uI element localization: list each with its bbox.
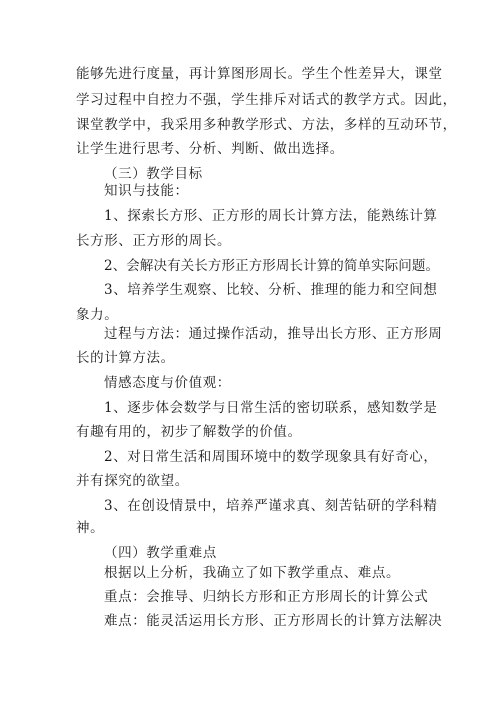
- list-item-continuation: 象力。: [76, 307, 119, 323]
- paragraph-line: 让学生进行思考、分析、判断、做出选择。: [76, 141, 344, 157]
- paragraph-line: 难点：能灵活运用长方形、正方形周长的计算方法解决: [104, 613, 443, 629]
- paragraph-line: 过程与方法：通过操作活动，推导出长方形、正方形周: [104, 326, 443, 342]
- subheading: 情感态度与价值观：: [104, 375, 231, 391]
- paragraph-line: 根据以上分析，我确立了如下教学重点、难点。: [104, 565, 401, 581]
- paragraph-line: 长的计算方法。: [76, 350, 175, 366]
- list-item-continuation: 有趣有用的，初步了解数学的价值。: [76, 424, 302, 440]
- list-item: 1、探索长方形、正方形的周长计算方法，能熟练计算: [104, 208, 438, 224]
- list-item: 3、培养学生观察、比较、分析、推理的能力和空间想: [104, 282, 438, 298]
- list-item-continuation: 神。: [76, 520, 105, 536]
- list-item-continuation: 长方形、正方形的周长。: [76, 233, 232, 249]
- paragraph-line: 课堂教学中，我采用多种教学形式、方法，多样的互动环节，: [76, 117, 457, 133]
- paragraph-line: 能够先进行度量，再计算图形周长。学生个性差异大，课堂: [76, 66, 443, 82]
- section-heading: （三）教学目标: [104, 166, 203, 182]
- list-item-continuation: 并有探究的欲望。: [76, 473, 189, 489]
- list-item: 1、逐步体会数学与日常生活的密切联系，感知数学是: [104, 400, 438, 416]
- list-item: 2、对日常生活和周围环境中的数学现象具有好奇心，: [104, 449, 438, 465]
- section-heading: （四）教学重难点: [104, 545, 217, 561]
- list-item: 2、会解决有关长方形正方形周长计算的简单实际问题。: [104, 258, 440, 274]
- subheading: 知识与技能：: [104, 183, 189, 199]
- paragraph-line: 重点：会推导、归纳长方形和正方形周长的计算公式: [104, 589, 429, 605]
- list-item: 3、在创设情景中，培养严谨求真、刻苦钻研的学科精: [104, 498, 438, 514]
- paragraph-line: 学习过程中自控力不强，学生排斥对话式的教学方式。因此，: [76, 92, 457, 108]
